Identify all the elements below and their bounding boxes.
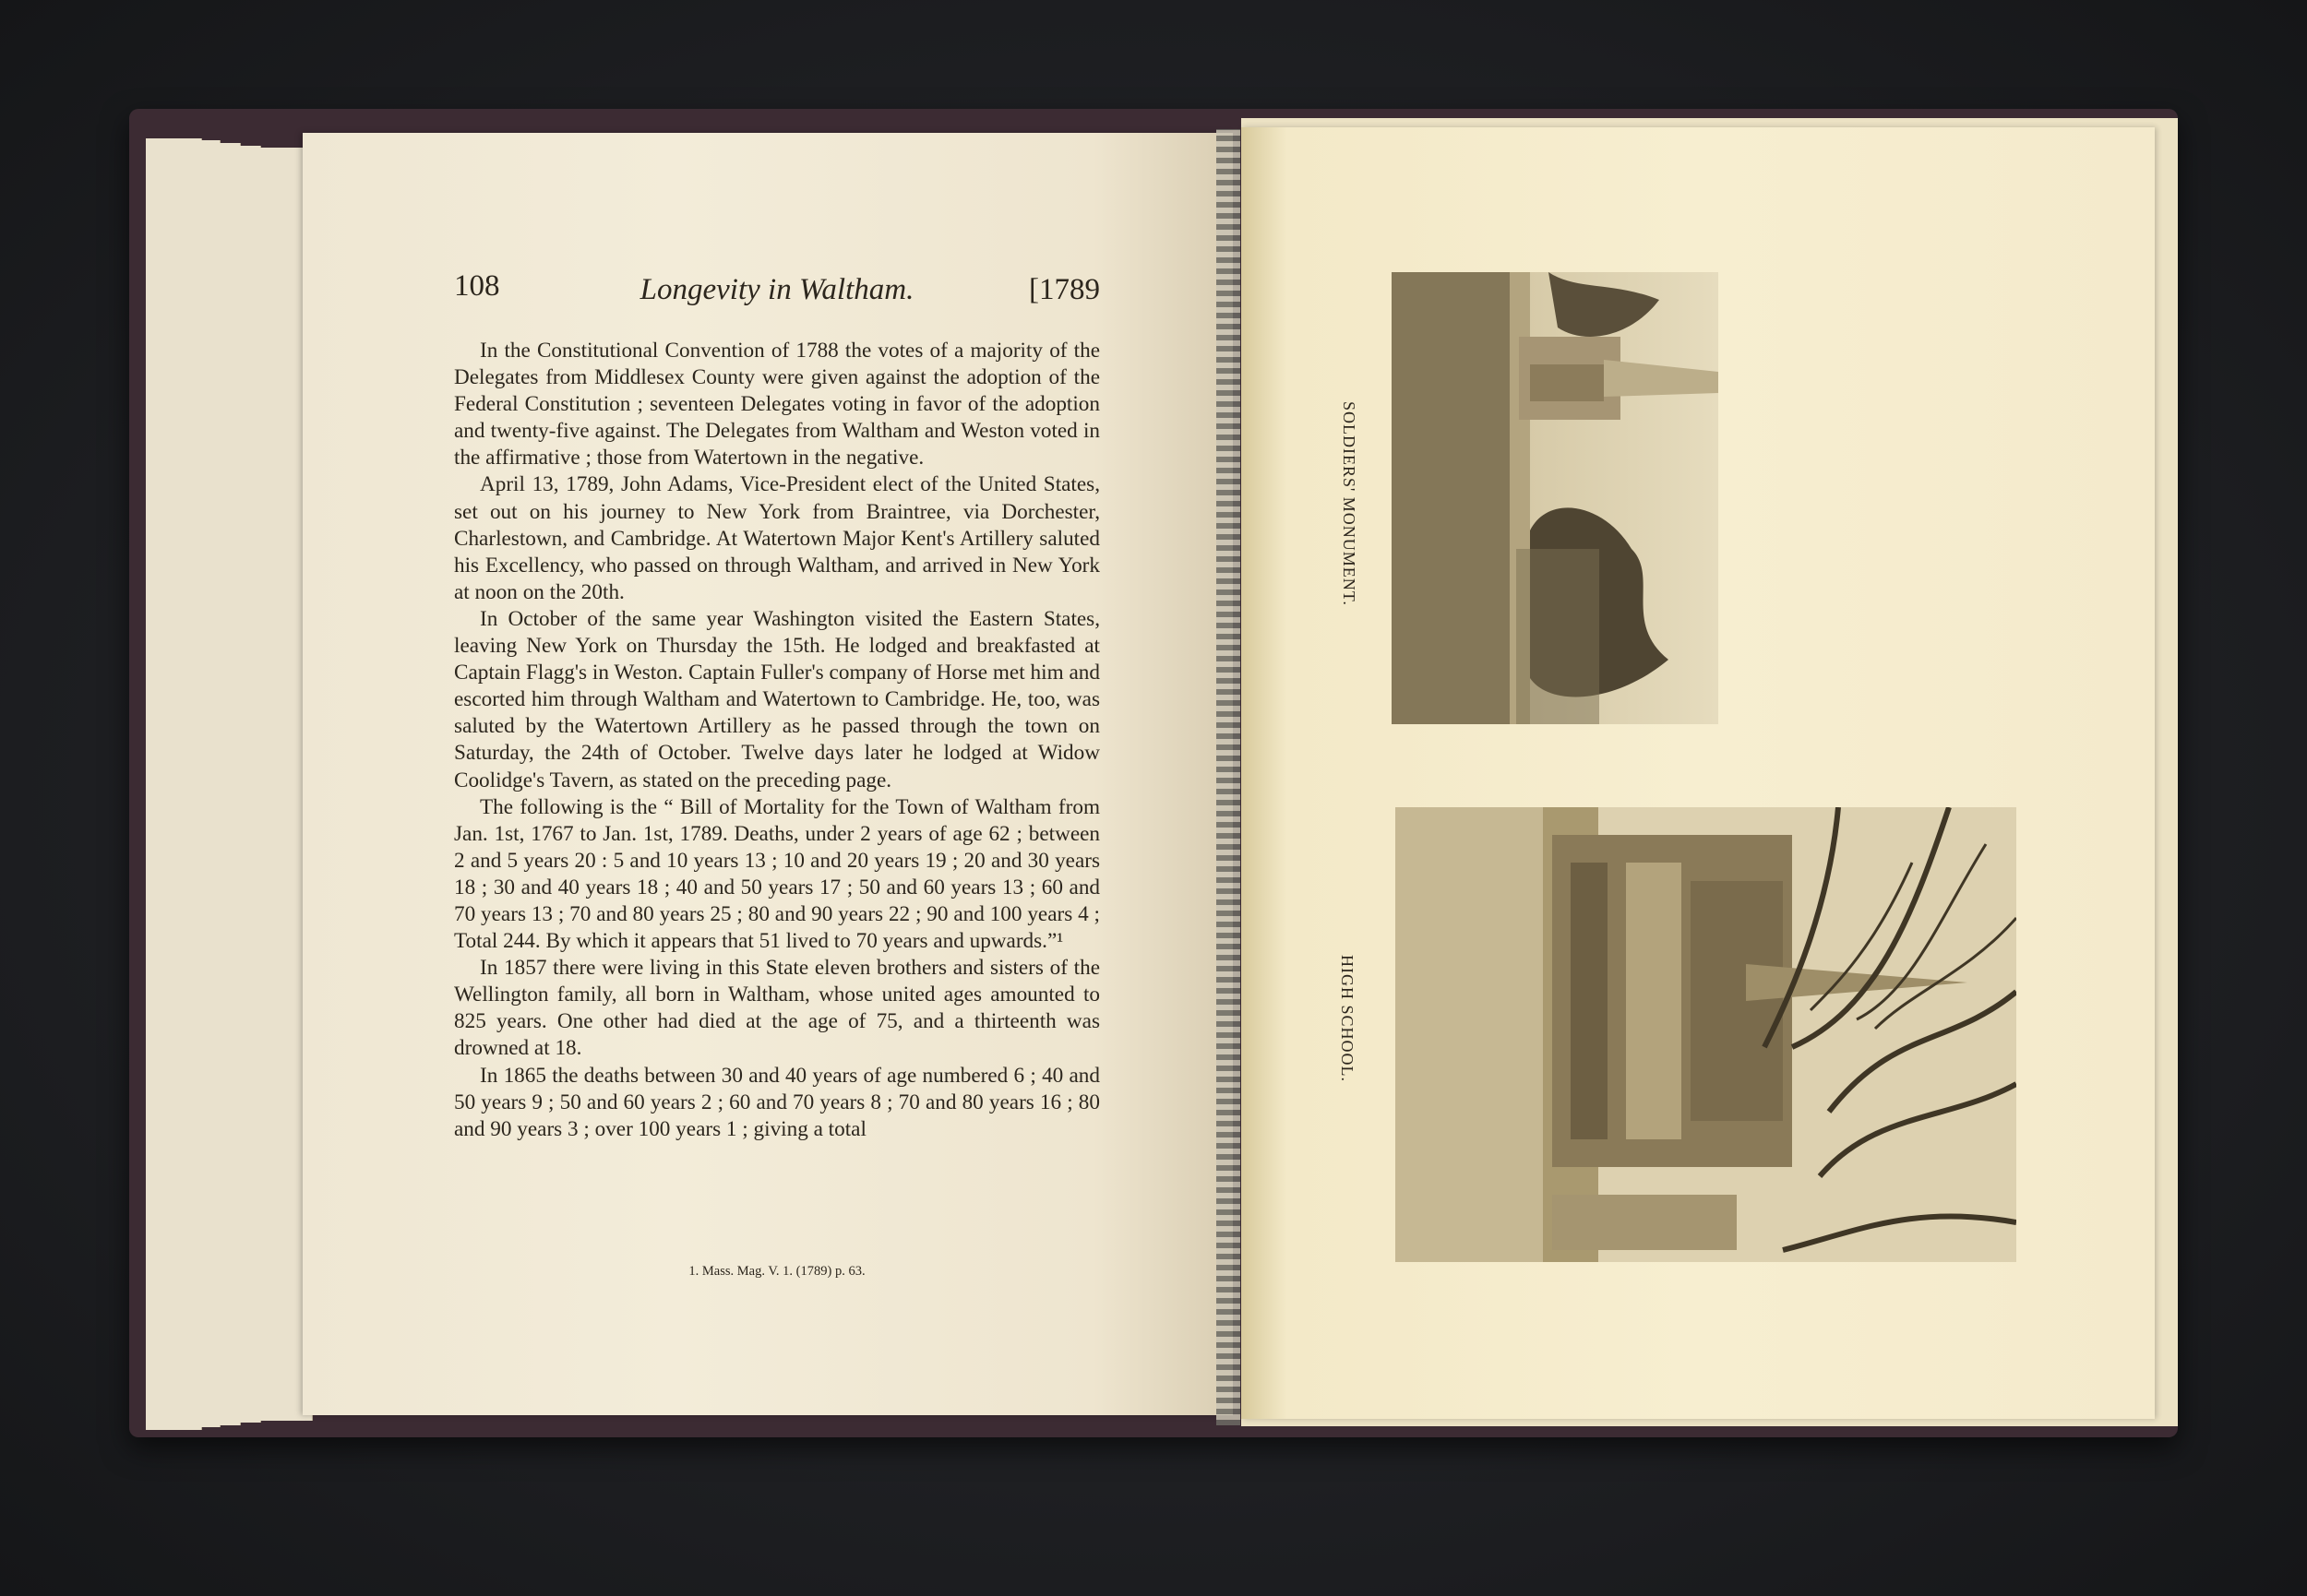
paragraph: In October of the same year Washington visited the Eastern States, leaving New York on Thursday the 15th. He lodged and breakfasted at Captain Flagg's in Weston. Captain Fuller's company of Horse met him and escorted him through Waltham and Watertown to Cambridge. He, too, was saluted by the Watertown Artillery as he passed through the town on Saturday, the 24th of October. Twelve days later he lodged at Widow Coolidge's Tavern, as stated on the preceding page.: [454, 606, 1100, 792]
running-title: Longevity in Waltham.: [640, 273, 914, 306]
body-text: [454, 338, 1100, 1143]
paragraph: In 1857 there were living in this State eleven brothers and sisters of the Wellington family, all born in Waltham, whose united ages amounted to 825 years. One other had died at the age of 75, and a thirteenth was drowned at 18.: [454, 956, 1100, 1061]
page-header: [454, 269, 1100, 316]
page-number: 108: [454, 269, 500, 303]
footnote: 1. Mass. Mag. V. 1. (1789) p. 63.: [688, 1264, 866, 1279]
caption-soldiers-monument: SOLDIERS' MONUMENT.: [1340, 401, 1358, 606]
soldiers-monument-photo: [1392, 272, 1718, 724]
page-stack: [229, 148, 313, 1421]
paragraph: In the Constitutional Convention of 1788 the votes of a majority of the Delegates from Middlesex County were given against the adoption of the Federal Constitution ; seventeen Delegates voting in favor of the adoption and twenty-five against. The Delegates from Waltham and Weston voted in the affirmative ; those from Watertown in the negative.: [454, 339, 1100, 470]
paragraph: In 1865 the deaths between 30 and 40 years of age numbered 6 ; 40 and 50 years 9 ; 50 and 60 years 2 ; 60 and 70 years 8 ; 70 and 80 years 16 ; 80 and 90 years 3 ; over 100 years 1 ; giving a total: [454, 1063, 1100, 1141]
year-marker: [1789: [1029, 273, 1100, 306]
paragraph: April 13, 1789, John Adams, Vice-President elect of the United States, set out on his journey to New York from Braintree, via Dorchester, Charlestown, and Cambridge. At Watertown Major Kent's Artillery saluted his Excellency, who passed on through Waltham, and arrived in New York at noon on the 20th.: [454, 472, 1100, 604]
high-school-photo: [1395, 807, 2016, 1262]
book-gutter: [1216, 129, 1240, 1425]
caption-high-school: HIGH SCHOOL.: [1338, 955, 1357, 1082]
paragraph: The following is the “ Bill of Mortality for the Town of Waltham from Jan. 1st, 1767 to Jan. 1st, 1789. Deaths, under 2 years of age 62 ; between 2 and 5 years 20 : 5 and 10 years 13 ; 10 and 20 years 19 ; 20 and 30 years 18 ; 30 and 40 years 18 ; 40 and 50 years 17 ; 50 and 60 years 13 ; 60 and 70 years 13 ; 70 and 80 years 25 ; 80 and 90 years 22 ; 90 and 100 years 4 ; Total 244. By which it appears that 51 lived to 70 years and upwards.”¹: [454, 794, 1100, 954]
